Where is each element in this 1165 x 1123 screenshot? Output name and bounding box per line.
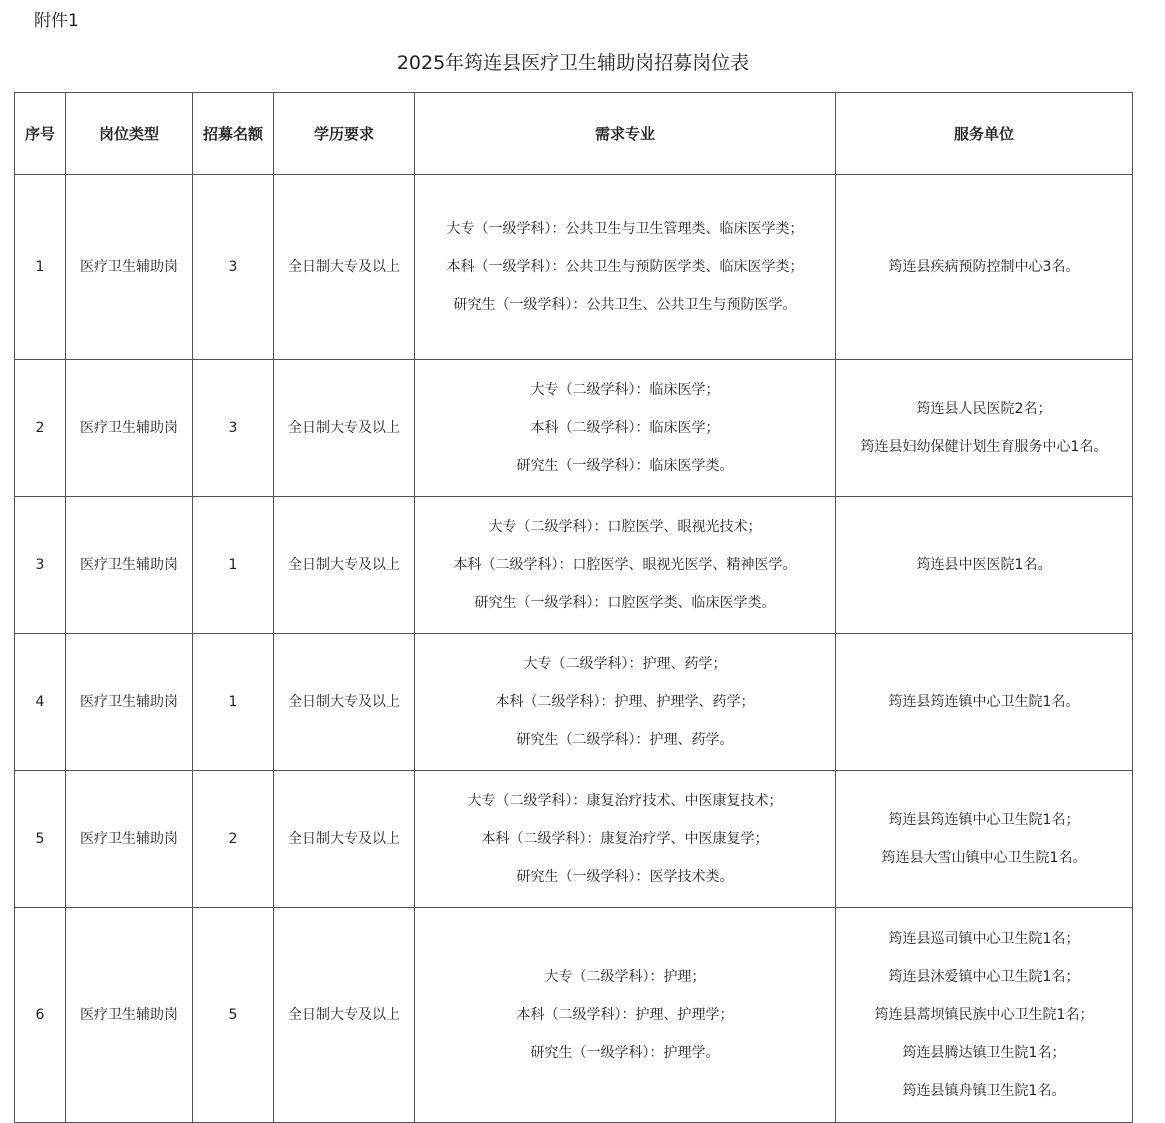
cell-unit (836, 634, 1133, 771)
unit-line: 筠连县蒿坝镇民族中心卫生院1名； (874, 1007, 1094, 1023)
cell-major (415, 771, 836, 908)
cell-type: 医疗卫生辅助岗 (66, 771, 193, 908)
major-line: 大专（二级学科）：护理； (544, 969, 706, 985)
unit-line: 筠连县疾病预防控制中心3名。 (888, 259, 1080, 275)
cell-unit (836, 497, 1133, 634)
major-line: 本科（二级学科）：护理、护理学、药学； (495, 694, 755, 710)
unit-line: 筠连县巡司镇中心卫生院1名； (888, 931, 1080, 947)
header-major: 需求专业 (415, 93, 836, 175)
cell-unit (836, 175, 1133, 360)
table-row (15, 497, 1133, 634)
cell-major (415, 360, 836, 497)
unit-line: 筠连县腾达镇卫生院1名； (902, 1045, 1066, 1061)
unit-line: 筠连县镇舟镇卫生院1名。 (902, 1083, 1066, 1099)
cell-type: 医疗卫生辅助岗 (66, 634, 193, 771)
major-line: 本科（二级学科）：口腔医学、眼视光医学、精神医学。 (453, 557, 797, 573)
cell-type: 医疗卫生辅助岗 (66, 175, 193, 360)
cell-type: 医疗卫生辅助岗 (66, 497, 193, 634)
major-line: 研究生（一级学科）：护理学。 (530, 1045, 720, 1061)
major-line: 研究生（一级学科）：临床医学类。 (516, 458, 734, 474)
cell-seq: 2 (15, 360, 66, 497)
cell-major (415, 908, 836, 1123)
unit-line: 筠连县沐爱镇中心卫生院1名； (888, 969, 1080, 985)
recruitment-table (14, 92, 1133, 1123)
cell-seq: 5 (15, 771, 66, 908)
major-line: 研究生（二级学科）：护理、药学。 (516, 732, 734, 748)
major-line: 研究生（一级学科）：公共卫生、公共卫生与预防医学。 (453, 297, 797, 313)
major-line: 大专（二级学科）：康复治疗技术、中医康复技术； (467, 793, 783, 809)
cell-edu: 全日制大专及以上 (274, 771, 415, 908)
cell-unit (836, 908, 1133, 1123)
major-line: 大专（二级学科）：口腔医学、眼视光技术； (488, 519, 762, 535)
major-line: 本科（一级学科）：公共卫生与预防医学类、临床医学类； (446, 259, 804, 275)
cell-major (415, 634, 836, 771)
cell-unit (836, 360, 1133, 497)
cell-count: 3 (193, 175, 274, 360)
cell-major (415, 175, 836, 360)
attachment-label: 附件1 (34, 11, 79, 31)
cell-major (415, 497, 836, 634)
major-line: 大专（二级学科）：护理、药学； (523, 656, 727, 672)
cell-edu: 全日制大专及以上 (274, 634, 415, 771)
header-type: 岗位类型 (66, 93, 193, 175)
cell-edu: 全日制大专及以上 (274, 360, 415, 497)
cell-seq: 1 (15, 175, 66, 360)
cell-edu: 全日制大专及以上 (274, 908, 415, 1123)
unit-line: 筠连县人民医院2名； (916, 401, 1052, 417)
major-line: 研究生（一级学科）：口腔医学类、临床医学类。 (474, 595, 776, 611)
cell-count: 1 (193, 634, 274, 771)
cell-type: 医疗卫生辅助岗 (66, 360, 193, 497)
table-row (15, 360, 1133, 497)
major-line: 大专（一级学科）：公共卫生与卫生管理类、临床医学类； (446, 221, 804, 237)
page-title: 2025年筠连县医疗卫生辅助岗招募岗位表 (396, 52, 750, 74)
table-row (15, 634, 1133, 771)
unit-line: 筠连县大雪山镇中心卫生院1名。 (881, 850, 1087, 866)
header-seq: 序号 (15, 93, 66, 175)
major-line: 本科（二级学科）：护理、护理学； (516, 1007, 734, 1023)
major-line: 本科（二级学科）：康复治疗学、中医康复学； (481, 831, 769, 847)
header-count: 招募名额 (193, 93, 274, 175)
cell-seq: 3 (15, 497, 66, 634)
unit-line: 筠连县中医医院1名。 (916, 557, 1052, 573)
cell-unit (836, 771, 1133, 908)
table-row (15, 908, 1133, 1123)
table-row (15, 175, 1133, 360)
cell-count: 1 (193, 497, 274, 634)
table-row (15, 771, 1133, 908)
major-line: 研究生（一级学科）：医学技术类。 (516, 869, 734, 885)
unit-line: 筠连县妇幼保健计划生育服务中心1名。 (860, 439, 1108, 455)
cell-seq: 4 (15, 634, 66, 771)
cell-count: 3 (193, 360, 274, 497)
cell-type: 医疗卫生辅助岗 (66, 908, 193, 1123)
table-header-row (15, 93, 1133, 175)
major-line: 大专（二级学科）：临床医学； (530, 382, 720, 398)
cell-edu: 全日制大专及以上 (274, 497, 415, 634)
cell-count: 2 (193, 771, 274, 908)
major-line: 本科（二级学科）：临床医学； (530, 420, 720, 436)
header-edu: 学历要求 (274, 93, 415, 175)
cell-edu: 全日制大专及以上 (274, 175, 415, 360)
unit-line: 筠连县筠连镇中心卫生院1名； (888, 812, 1080, 828)
unit-line: 筠连县筠连镇中心卫生院1名。 (888, 694, 1080, 710)
header-unit: 服务单位 (836, 93, 1133, 175)
cell-seq: 6 (15, 908, 66, 1123)
cell-count: 5 (193, 908, 274, 1123)
